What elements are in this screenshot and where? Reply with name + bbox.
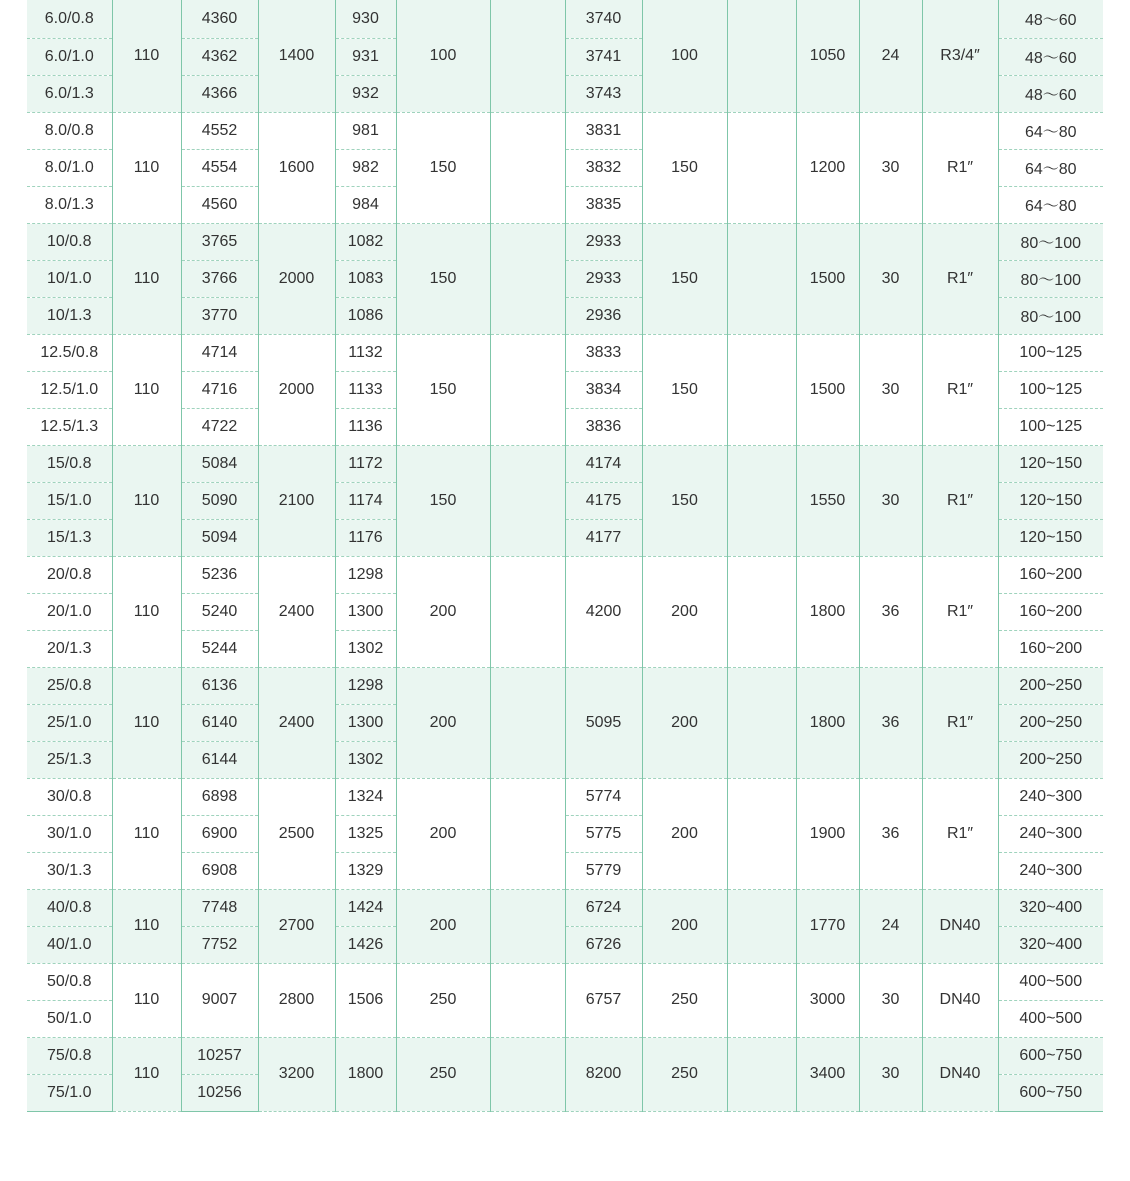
cell-col11: 3400 xyxy=(796,1037,859,1111)
cell-range: 48～60 xyxy=(998,0,1103,38)
cell-col12: 24 xyxy=(859,889,922,963)
cell-col3: 4554 xyxy=(181,149,258,186)
cell-col4: 2100 xyxy=(258,445,335,556)
cell-model: 10/0.8 xyxy=(27,223,112,260)
cell-col6: 150 xyxy=(396,334,490,445)
cell-model: 8.0/1.3 xyxy=(27,186,112,223)
cell-col9: 250 xyxy=(642,1037,727,1111)
cell-col3: 4552 xyxy=(181,112,258,149)
cell-col8: 4177 xyxy=(565,519,642,556)
cell-range: 120~150 xyxy=(998,482,1103,519)
cell-col11: 1200 xyxy=(796,112,859,223)
cell-col8: 3832 xyxy=(565,149,642,186)
cell-col6: 250 xyxy=(396,963,490,1037)
cell-col3: 4360 xyxy=(181,0,258,38)
cell-range: 64～80 xyxy=(998,112,1103,149)
cell-col5: 1172 xyxy=(335,445,396,482)
cell-col11: 1050 xyxy=(796,0,859,112)
cell-col7 xyxy=(490,334,565,445)
cell-col5: 1506 xyxy=(335,963,396,1037)
cell-col12: 36 xyxy=(859,778,922,889)
cell-col5: 1174 xyxy=(335,482,396,519)
cell-col10 xyxy=(727,112,796,223)
cell-range: 600~750 xyxy=(998,1037,1103,1074)
cell-col10 xyxy=(727,0,796,112)
cell-col2: 110 xyxy=(112,778,181,889)
cell-col10 xyxy=(727,778,796,889)
cell-col7 xyxy=(490,889,565,963)
cell-col11: 1500 xyxy=(796,223,859,334)
cell-col2: 110 xyxy=(112,223,181,334)
cell-col7 xyxy=(490,667,565,778)
cell-col5: 1302 xyxy=(335,741,396,778)
cell-col13: R1″ xyxy=(922,334,998,445)
cell-col2: 110 xyxy=(112,963,181,1037)
table-row xyxy=(27,445,1103,482)
cell-range: 400~500 xyxy=(998,1000,1103,1037)
cell-range: 160~200 xyxy=(998,630,1103,667)
cell-col13: R1″ xyxy=(922,556,998,667)
cell-col3: 6136 xyxy=(181,667,258,704)
cell-col8: 8200 xyxy=(565,1037,642,1111)
cell-model: 30/0.8 xyxy=(27,778,112,815)
table-row xyxy=(27,0,1103,38)
cell-col9: 150 xyxy=(642,334,727,445)
cell-range: 320~400 xyxy=(998,926,1103,963)
table-row xyxy=(27,334,1103,371)
cell-col10 xyxy=(727,667,796,778)
cell-col5: 1298 xyxy=(335,667,396,704)
cell-col3: 4722 xyxy=(181,408,258,445)
cell-col11: 1900 xyxy=(796,778,859,889)
cell-model: 25/0.8 xyxy=(27,667,112,704)
cell-col5: 1298 xyxy=(335,556,396,593)
cell-model: 12.5/1.3 xyxy=(27,408,112,445)
cell-col3: 6908 xyxy=(181,852,258,889)
cell-col5: 1302 xyxy=(335,630,396,667)
cell-col9: 200 xyxy=(642,667,727,778)
cell-col12: 30 xyxy=(859,223,922,334)
cell-model: 10/1.0 xyxy=(27,260,112,297)
cell-col10 xyxy=(727,889,796,963)
cell-col10 xyxy=(727,556,796,667)
cell-col8: 3833 xyxy=(565,334,642,371)
cell-col4: 2500 xyxy=(258,778,335,889)
cell-col9: 200 xyxy=(642,889,727,963)
cell-col3: 6898 xyxy=(181,778,258,815)
cell-model: 6.0/0.8 xyxy=(27,0,112,38)
cell-col4: 3200 xyxy=(258,1037,335,1111)
cell-col5: 981 xyxy=(335,112,396,149)
cell-model: 30/1.3 xyxy=(27,852,112,889)
cell-col6: 200 xyxy=(396,778,490,889)
cell-col5: 1426 xyxy=(335,926,396,963)
cell-col5: 1325 xyxy=(335,815,396,852)
cell-col7 xyxy=(490,0,565,112)
cell-range: 80～100 xyxy=(998,223,1103,260)
cell-col8: 6726 xyxy=(565,926,642,963)
table-row xyxy=(27,556,1103,593)
cell-col5: 982 xyxy=(335,149,396,186)
cell-col3: 5236 xyxy=(181,556,258,593)
cell-model: 6.0/1.3 xyxy=(27,75,112,112)
cell-range: 100~125 xyxy=(998,334,1103,371)
cell-model: 30/1.0 xyxy=(27,815,112,852)
cell-col5: 1136 xyxy=(335,408,396,445)
cell-range: 200~250 xyxy=(998,741,1103,778)
cell-col13: DN40 xyxy=(922,963,998,1037)
cell-col7 xyxy=(490,963,565,1037)
cell-col4: 2800 xyxy=(258,963,335,1037)
cell-col2: 110 xyxy=(112,445,181,556)
cell-col5: 932 xyxy=(335,75,396,112)
cell-model: 6.0/1.0 xyxy=(27,38,112,75)
cell-col2: 110 xyxy=(112,334,181,445)
cell-col6: 200 xyxy=(396,556,490,667)
cell-col8: 4174 xyxy=(565,445,642,482)
cell-col7 xyxy=(490,223,565,334)
cell-col8: 5779 xyxy=(565,852,642,889)
cell-col4: 2000 xyxy=(258,223,335,334)
cell-col11: 1800 xyxy=(796,667,859,778)
cell-col8: 6757 xyxy=(565,963,642,1037)
cell-range: 100~125 xyxy=(998,408,1103,445)
cell-model: 8.0/1.0 xyxy=(27,149,112,186)
cell-col7 xyxy=(490,445,565,556)
cell-col5: 1300 xyxy=(335,593,396,630)
cell-col10 xyxy=(727,334,796,445)
cell-model: 40/1.0 xyxy=(27,926,112,963)
cell-col5: 984 xyxy=(335,186,396,223)
cell-col3: 6900 xyxy=(181,815,258,852)
cell-model: 25/1.0 xyxy=(27,704,112,741)
cell-col9: 150 xyxy=(642,112,727,223)
cell-col8: 2933 xyxy=(565,260,642,297)
cell-range: 48～60 xyxy=(998,38,1103,75)
cell-col10 xyxy=(727,445,796,556)
table-row xyxy=(27,778,1103,815)
cell-col10 xyxy=(727,1037,796,1111)
cell-range: 80～100 xyxy=(998,260,1103,297)
cell-col12: 30 xyxy=(859,445,922,556)
cell-col8: 3743 xyxy=(565,75,642,112)
cell-col3: 5084 xyxy=(181,445,258,482)
cell-model: 25/1.3 xyxy=(27,741,112,778)
cell-col8: 4175 xyxy=(565,482,642,519)
table-row xyxy=(27,1037,1103,1074)
cell-col13: R1″ xyxy=(922,778,998,889)
cell-col7 xyxy=(490,112,565,223)
cell-col3: 7748 xyxy=(181,889,258,926)
cell-col6: 100 xyxy=(396,0,490,112)
cell-col13: DN40 xyxy=(922,1037,998,1111)
cell-col2: 110 xyxy=(112,667,181,778)
cell-col13: R3/4″ xyxy=(922,0,998,112)
cell-col10 xyxy=(727,223,796,334)
cell-col5: 931 xyxy=(335,38,396,75)
cell-range: 600~750 xyxy=(998,1074,1103,1111)
cell-col11: 1800 xyxy=(796,556,859,667)
cell-col5: 1082 xyxy=(335,223,396,260)
cell-col3: 4714 xyxy=(181,334,258,371)
cell-col4: 2400 xyxy=(258,556,335,667)
cell-col8: 5095 xyxy=(565,667,642,778)
cell-col12: 30 xyxy=(859,334,922,445)
cell-col4: 2000 xyxy=(258,334,335,445)
cell-col8: 5774 xyxy=(565,778,642,815)
cell-col4: 1600 xyxy=(258,112,335,223)
cell-range: 120~150 xyxy=(998,445,1103,482)
cell-col9: 200 xyxy=(642,556,727,667)
table-row xyxy=(27,112,1103,149)
cell-col12: 36 xyxy=(859,667,922,778)
cell-col6: 150 xyxy=(396,223,490,334)
cell-model: 15/0.8 xyxy=(27,445,112,482)
cell-range: 240~300 xyxy=(998,778,1103,815)
cell-col11: 3000 xyxy=(796,963,859,1037)
cell-range: 240~300 xyxy=(998,815,1103,852)
cell-col6: 200 xyxy=(396,889,490,963)
cell-col3: 10257 xyxy=(181,1037,258,1074)
cell-col4: 1400 xyxy=(258,0,335,112)
cell-col3: 4716 xyxy=(181,371,258,408)
cell-model: 15/1.0 xyxy=(27,482,112,519)
cell-col3: 5094 xyxy=(181,519,258,556)
cell-col11: 1500 xyxy=(796,334,859,445)
cell-range: 200~250 xyxy=(998,667,1103,704)
cell-col3: 7752 xyxy=(181,926,258,963)
cell-col9: 100 xyxy=(642,0,727,112)
cell-col7 xyxy=(490,1037,565,1111)
cell-col13: DN40 xyxy=(922,889,998,963)
cell-range: 160~200 xyxy=(998,556,1103,593)
cell-range: 240~300 xyxy=(998,852,1103,889)
cell-col9: 200 xyxy=(642,778,727,889)
cell-col6: 250 xyxy=(396,1037,490,1111)
table-row xyxy=(27,223,1103,260)
cell-col5: 1324 xyxy=(335,778,396,815)
cell-col6: 200 xyxy=(396,667,490,778)
cell-col11: 1550 xyxy=(796,445,859,556)
cell-col3: 4560 xyxy=(181,186,258,223)
cell-col8: 3836 xyxy=(565,408,642,445)
cell-col9: 250 xyxy=(642,963,727,1037)
cell-col2: 110 xyxy=(112,556,181,667)
cell-col8: 2936 xyxy=(565,297,642,334)
cell-col12: 30 xyxy=(859,112,922,223)
cell-col13: R1″ xyxy=(922,112,998,223)
cell-col5: 1176 xyxy=(335,519,396,556)
cell-range: 200~250 xyxy=(998,704,1103,741)
cell-col6: 150 xyxy=(396,445,490,556)
cell-col3: 5090 xyxy=(181,482,258,519)
cell-range: 80～100 xyxy=(998,297,1103,334)
cell-col3: 3770 xyxy=(181,297,258,334)
cell-col3: 4366 xyxy=(181,75,258,112)
cell-range: 320~400 xyxy=(998,889,1103,926)
table-row xyxy=(27,889,1103,926)
cell-col13: R1″ xyxy=(922,223,998,334)
cell-col5: 1329 xyxy=(335,852,396,889)
cell-model: 20/0.8 xyxy=(27,556,112,593)
cell-model: 12.5/1.0 xyxy=(27,371,112,408)
cell-range: 100~125 xyxy=(998,371,1103,408)
cell-model: 50/1.0 xyxy=(27,1000,112,1037)
cell-col3: 4362 xyxy=(181,38,258,75)
cell-col12: 30 xyxy=(859,963,922,1037)
cell-col8: 3741 xyxy=(565,38,642,75)
cell-model: 12.5/0.8 xyxy=(27,334,112,371)
cell-col8: 5775 xyxy=(565,815,642,852)
cell-col8: 3831 xyxy=(565,112,642,149)
cell-range: 160~200 xyxy=(998,593,1103,630)
cell-range: 400~500 xyxy=(998,963,1103,1000)
cell-model: 75/0.8 xyxy=(27,1037,112,1074)
cell-col3: 5240 xyxy=(181,593,258,630)
cell-model: 40/0.8 xyxy=(27,889,112,926)
cell-range: 120~150 xyxy=(998,519,1103,556)
cell-col5: 1800 xyxy=(335,1037,396,1111)
cell-col7 xyxy=(490,778,565,889)
cell-col5: 1300 xyxy=(335,704,396,741)
cell-model: 10/1.3 xyxy=(27,297,112,334)
cell-model: 20/1.0 xyxy=(27,593,112,630)
cell-col3: 6140 xyxy=(181,704,258,741)
cell-model: 15/1.3 xyxy=(27,519,112,556)
cell-range: 64～80 xyxy=(998,149,1103,186)
spec-table-body xyxy=(27,0,1103,1111)
cell-col4: 2700 xyxy=(258,889,335,963)
cell-col12: 30 xyxy=(859,1037,922,1111)
cell-col3: 9007 xyxy=(181,963,258,1037)
cell-col2: 110 xyxy=(112,112,181,223)
cell-col5: 930 xyxy=(335,0,396,38)
cell-col3: 6144 xyxy=(181,741,258,778)
cell-col12: 24 xyxy=(859,0,922,112)
cell-col11: 1770 xyxy=(796,889,859,963)
cell-col5: 1083 xyxy=(335,260,396,297)
cell-col4: 2400 xyxy=(258,667,335,778)
spec-table xyxy=(27,0,1103,1112)
cell-col8: 6724 xyxy=(565,889,642,926)
cell-col3: 3766 xyxy=(181,260,258,297)
cell-col8: 3834 xyxy=(565,371,642,408)
cell-col2: 110 xyxy=(112,1037,181,1111)
cell-col8: 3835 xyxy=(565,186,642,223)
cell-col10 xyxy=(727,963,796,1037)
cell-col2: 110 xyxy=(112,0,181,112)
cell-col8: 2933 xyxy=(565,223,642,260)
cell-col8: 3740 xyxy=(565,0,642,38)
cell-col13: R1″ xyxy=(922,667,998,778)
table-row xyxy=(27,963,1103,1000)
cell-col3: 5244 xyxy=(181,630,258,667)
cell-col5: 1133 xyxy=(335,371,396,408)
cell-range: 64～80 xyxy=(998,186,1103,223)
cell-model: 20/1.3 xyxy=(27,630,112,667)
cell-col13: R1″ xyxy=(922,445,998,556)
cell-model: 50/0.8 xyxy=(27,963,112,1000)
cell-col3: 10256 xyxy=(181,1074,258,1111)
cell-col2: 110 xyxy=(112,889,181,963)
cell-col5: 1086 xyxy=(335,297,396,334)
cell-model: 75/1.0 xyxy=(27,1074,112,1111)
table-row xyxy=(27,667,1103,704)
cell-col8: 4200 xyxy=(565,556,642,667)
cell-col9: 150 xyxy=(642,223,727,334)
cell-col3: 3765 xyxy=(181,223,258,260)
cell-col9: 150 xyxy=(642,445,727,556)
cell-range: 48～60 xyxy=(998,75,1103,112)
cell-col12: 36 xyxy=(859,556,922,667)
cell-col6: 150 xyxy=(396,112,490,223)
cell-col5: 1424 xyxy=(335,889,396,926)
cell-col7 xyxy=(490,556,565,667)
cell-col5: 1132 xyxy=(335,334,396,371)
cell-model: 8.0/0.8 xyxy=(27,112,112,149)
